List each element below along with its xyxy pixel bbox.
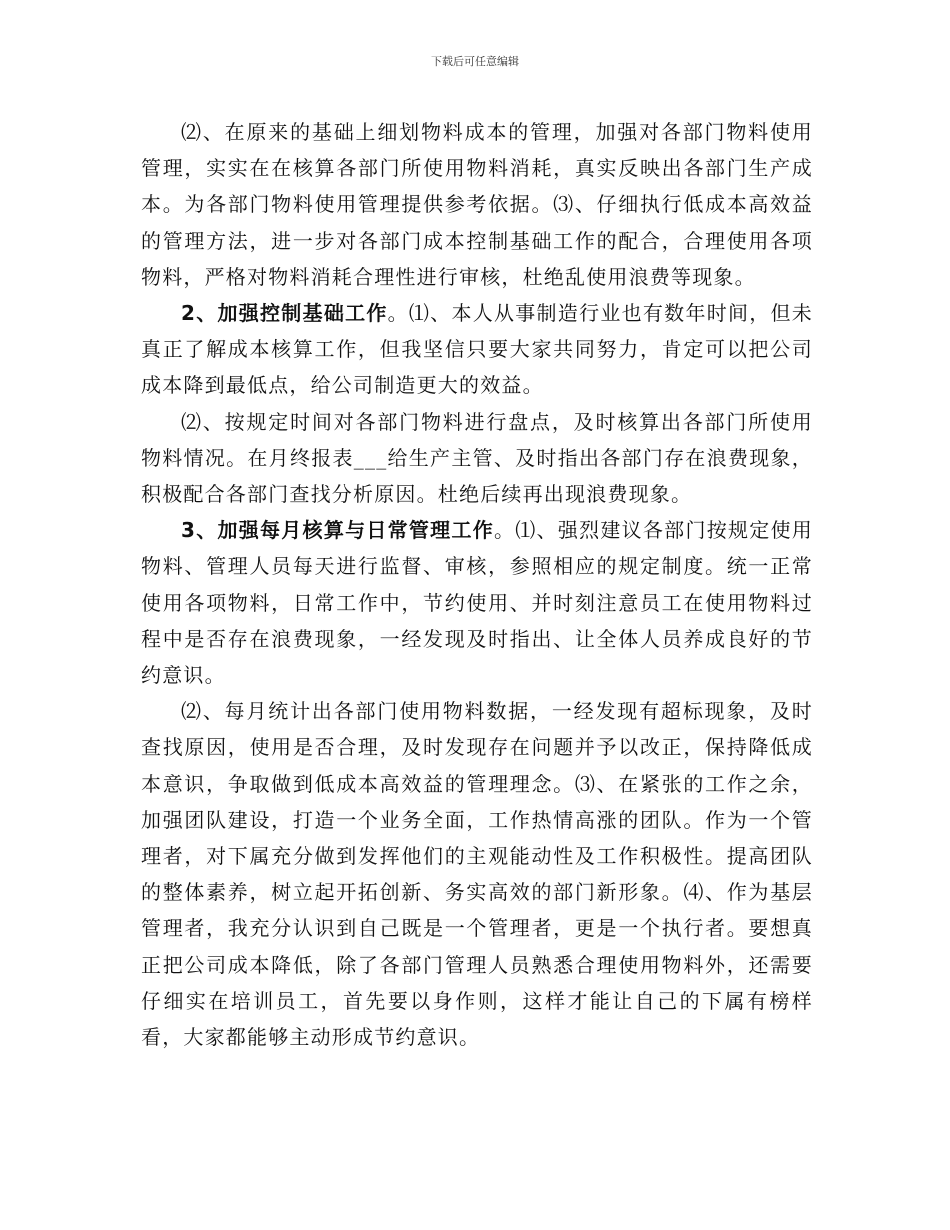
paragraph-5-text: ⑵、每月统计出各部门使用物料数据，一经发现有超标现象，及时查找原因，使用是否合理，及时发现存在问题并予以改正，保持降低成本意识，争取做到低成本高效益的管理理念。⑶、在紧张的工作之余，加强团队建设，打造一个业务全面，工作热情高涨的团队。作为一个管理者，对下属充分做到发挥他们的主观能动性及工作积极性。提高团队的整体素养，树立起开拓创新、务实高效的部门新形象。⑷、作为基层管理者，我充分认识到自己既是一个管理者，更是一个执行者。要想真正把公司成本降低，除了各部门管理人员熟悉合理使用物料外，还需要仔细实在培训员工，首先要以身作则，这样才能让自己的下属有榜样看，大家都能够主动形成节约意识。 bbox=[141, 699, 813, 1050]
paragraph-4 bbox=[141, 512, 813, 693]
paragraph-3-text: ⑵、按规定时间对各部门物料进行盘点，及时核算出各部门所使用物料情况。在月终报表___给生产主管、及时指出各部门存在浪费现象，积极配合各部门查找分析原因。杜绝后续再出现浪费现象。 bbox=[141, 409, 813, 507]
paragraph-1 bbox=[141, 114, 813, 295]
paragraph-3 bbox=[141, 404, 813, 513]
page-header: 下载后可任意编辑 bbox=[431, 55, 519, 68]
section-heading-2: 2、加强控制基础工作 bbox=[181, 301, 388, 326]
paragraph-2-text: 。⑴、本人从事制造行业也有数年时间，但未真正了解成本核算工作，但我坚信只要大家共同努力，肯定可以把公司成本降到最低点，给公司制造更大的效益。 bbox=[141, 301, 814, 398]
paragraph-5 bbox=[141, 693, 813, 1055]
document-body bbox=[141, 114, 813, 1055]
paragraph-4-text: 。⑴、强烈建议各部门按规定使用物料、管理人员每天进行监督、审核，参照相应的规定制度。统一正常使用各项物料，日常工作中，节约使用、并时刻注意员工在使用物料过程中是否存在浪费现象，一经发现及时指出、让全体人员养成良好的节约意识。 bbox=[141, 518, 814, 688]
section-heading-3: 3、加强每月核算与日常管理工作 bbox=[181, 518, 494, 543]
paragraph-2 bbox=[141, 295, 813, 404]
paragraph-1-text: ⑵、在原来的基础上细划物料成本的管理，加强对各部门物料使用管理，实实在在核算各部门所使用物料消耗，真实反映出各部门生产成本。为各部门物料使用管理提供参考依据。⑶、仔细执行低成本高效益的管理方法，进一步对各部门成本控制基础工作的配合，合理使用各项物料，严格对物料消耗合理性进行审核，杜绝乱使用浪费等现象。 bbox=[141, 120, 813, 289]
